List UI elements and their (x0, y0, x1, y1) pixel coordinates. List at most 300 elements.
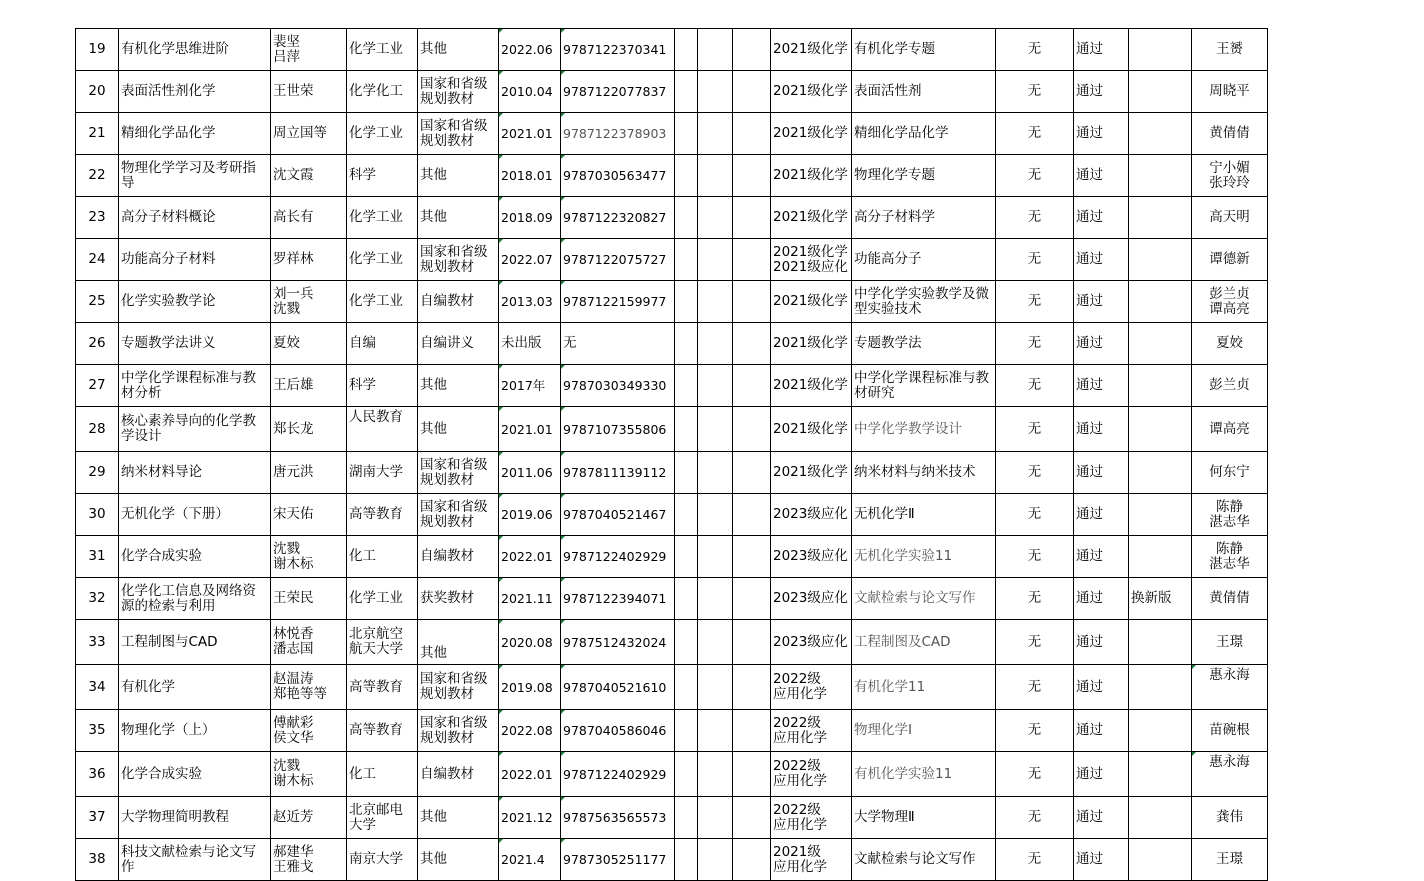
cell-note[interactable] (1129, 494, 1192, 536)
cell-note[interactable]: 换新版 (1129, 578, 1192, 620)
cell-e2[interactable] (698, 452, 733, 494)
cell-e1[interactable] (675, 323, 698, 365)
cell-isbn[interactable]: 9787122159977 (561, 281, 675, 323)
cell-author[interactable]: 高长有 (271, 197, 347, 239)
cell-date[interactable]: 2022.07 (499, 239, 561, 281)
cell-review[interactable]: 通过 (1074, 29, 1129, 71)
cell-title[interactable]: 精细化学品化学 (119, 113, 271, 155)
cell-grade[interactable]: 2021级化学 (771, 197, 852, 239)
cell-sample[interactable]: 无 (996, 665, 1074, 710)
cell-e2[interactable] (698, 29, 733, 71)
cell-publisher[interactable]: 高等教育 (347, 710, 418, 752)
cell-e1[interactable] (675, 620, 698, 665)
cell-no[interactable]: 37 (76, 797, 119, 839)
cell-isbn[interactable]: 9787305251177 (561, 839, 675, 881)
cell-author[interactable]: 赵温涛 郑艳等等 (271, 665, 347, 710)
cell-e2[interactable] (698, 578, 733, 620)
cell-date[interactable]: 2019.08 (499, 665, 561, 710)
cell-note[interactable] (1129, 752, 1192, 797)
cell-author[interactable]: 王荣民 (271, 578, 347, 620)
cell-isbn[interactable]: 9787811139112 (561, 452, 675, 494)
cell-course[interactable]: 中学化学教学设计 (852, 407, 996, 452)
cell-grade[interactable]: 2021级化学 (771, 323, 852, 365)
cell-note[interactable] (1129, 113, 1192, 155)
cell-note[interactable] (1129, 197, 1192, 239)
cell-isbn[interactable]: 9787122394071 (561, 578, 675, 620)
cell-author[interactable]: 周立国等 (271, 113, 347, 155)
cell-title[interactable]: 大学物理简明教程 (119, 797, 271, 839)
cell-teacher[interactable]: 王赟 (1192, 29, 1268, 71)
cell-e2[interactable] (698, 665, 733, 710)
cell-grade[interactable]: 2022级 应用化学 (771, 710, 852, 752)
cell-publisher[interactable]: 高等教育 (347, 494, 418, 536)
cell-publisher[interactable]: 化学工业 (347, 29, 418, 71)
cell-type[interactable]: 其他 (418, 797, 499, 839)
cell-publisher[interactable]: 化学工业 (347, 578, 418, 620)
cell-sample[interactable]: 无 (996, 452, 1074, 494)
cell-date[interactable]: 2022.06 (499, 29, 561, 71)
cell-publisher[interactable]: 化工 (347, 752, 418, 797)
cell-type[interactable]: 其他 (418, 407, 499, 452)
cell-teacher[interactable]: 彭兰贞 谭高亮 (1192, 281, 1268, 323)
cell-isbn[interactable]: 9787122402929 (561, 752, 675, 797)
cell-course[interactable]: 无机化学实验11 (852, 536, 996, 578)
cell-e1[interactable] (675, 452, 698, 494)
cell-grade[interactable]: 2023级应化 (771, 536, 852, 578)
cell-course[interactable]: 文献检索与论文写作 (852, 839, 996, 881)
cell-grade[interactable]: 2023级应化 (771, 620, 852, 665)
cell-review[interactable]: 通过 (1074, 494, 1129, 536)
cell-title[interactable]: 化学合成实验 (119, 536, 271, 578)
cell-grade[interactable]: 2021级化学 (771, 365, 852, 407)
cell-e2[interactable] (698, 752, 733, 797)
cell-e1[interactable] (675, 407, 698, 452)
cell-review[interactable]: 通过 (1074, 155, 1129, 197)
cell-e1[interactable] (675, 155, 698, 197)
cell-no[interactable]: 33 (76, 620, 119, 665)
cell-e3[interactable] (733, 494, 771, 536)
cell-e1[interactable] (675, 494, 698, 536)
cell-note[interactable] (1129, 281, 1192, 323)
cell-date[interactable]: 2011.06 (499, 452, 561, 494)
cell-grade[interactable]: 2021级化学 (771, 155, 852, 197)
cell-sample[interactable]: 无 (996, 578, 1074, 620)
cell-no[interactable]: 36 (76, 752, 119, 797)
cell-date[interactable]: 2021.11 (499, 578, 561, 620)
cell-isbn[interactable]: 无 (561, 323, 675, 365)
cell-type[interactable]: 国家和省级规划教材 (418, 494, 499, 536)
cell-type[interactable]: 国家和省级规划教材 (418, 710, 499, 752)
cell-date[interactable]: 2019.06 (499, 494, 561, 536)
cell-e3[interactable] (733, 197, 771, 239)
cell-no[interactable]: 35 (76, 710, 119, 752)
cell-grade[interactable]: 2022级 应用化学 (771, 797, 852, 839)
cell-title[interactable]: 化学化工信息及网络资源的检索与利用 (119, 578, 271, 620)
cell-date[interactable]: 2018.09 (499, 197, 561, 239)
cell-e2[interactable] (698, 797, 733, 839)
cell-sample[interactable]: 无 (996, 752, 1074, 797)
cell-publisher[interactable]: 化学工业 (347, 197, 418, 239)
cell-note[interactable] (1129, 29, 1192, 71)
cell-note[interactable] (1129, 536, 1192, 578)
cell-grade[interactable]: 2023级应化 (771, 578, 852, 620)
cell-date[interactable]: 2021.01 (499, 113, 561, 155)
cell-e1[interactable] (675, 113, 698, 155)
cell-e3[interactable] (733, 407, 771, 452)
cell-isbn[interactable]: 9787030563477 (561, 155, 675, 197)
cell-no[interactable]: 31 (76, 536, 119, 578)
cell-author[interactable]: 傅献彩 侯文华 (271, 710, 347, 752)
cell-e2[interactable] (698, 197, 733, 239)
cell-title[interactable]: 有机化学 (119, 665, 271, 710)
cell-type[interactable]: 自编教材 (418, 536, 499, 578)
cell-teacher[interactable]: 宁小媚 张玲玲 (1192, 155, 1268, 197)
cell-author[interactable]: 沈戮 谢木标 (271, 536, 347, 578)
cell-e2[interactable] (698, 839, 733, 881)
cell-review[interactable]: 通过 (1074, 665, 1129, 710)
cell-sample[interactable]: 无 (996, 797, 1074, 839)
cell-grade[interactable]: 2021级化学 (771, 281, 852, 323)
cell-grade[interactable]: 2022级 应用化学 (771, 752, 852, 797)
cell-date[interactable]: 2022.08 (499, 710, 561, 752)
cell-review[interactable]: 通过 (1074, 281, 1129, 323)
cell-e2[interactable] (698, 155, 733, 197)
cell-sample[interactable]: 无 (996, 536, 1074, 578)
cell-author[interactable]: 沈戮 谢木标 (271, 752, 347, 797)
cell-no[interactable]: 29 (76, 452, 119, 494)
cell-sample[interactable]: 无 (996, 839, 1074, 881)
cell-note[interactable] (1129, 365, 1192, 407)
cell-no[interactable]: 19 (76, 29, 119, 71)
cell-title[interactable]: 有机化学思维进阶 (119, 29, 271, 71)
cell-teacher[interactable]: 夏姣 (1192, 323, 1268, 365)
cell-author[interactable]: 王后雄 (271, 365, 347, 407)
cell-note[interactable] (1129, 239, 1192, 281)
cell-e1[interactable] (675, 365, 698, 407)
cell-title[interactable]: 物理化学学习及考研指导 (119, 155, 271, 197)
cell-course[interactable]: 精细化学品化学 (852, 113, 996, 155)
cell-sample[interactable]: 无 (996, 281, 1074, 323)
cell-teacher[interactable]: 高天明 (1192, 197, 1268, 239)
cell-title[interactable]: 物理化学（上） (119, 710, 271, 752)
cell-date[interactable]: 2010.04 (499, 71, 561, 113)
cell-sample[interactable]: 无 (996, 710, 1074, 752)
cell-author[interactable]: 唐元洪 (271, 452, 347, 494)
cell-isbn[interactable]: 9787122075727 (561, 239, 675, 281)
cell-teacher[interactable]: 王璟 (1192, 620, 1268, 665)
cell-type[interactable]: 其他 (418, 29, 499, 71)
cell-e3[interactable] (733, 281, 771, 323)
cell-review[interactable]: 通过 (1074, 578, 1129, 620)
cell-author[interactable]: 刘一兵 沈戮 (271, 281, 347, 323)
cell-course[interactable]: 物理化学专题 (852, 155, 996, 197)
cell-author[interactable]: 罗祥林 (271, 239, 347, 281)
cell-e3[interactable] (733, 536, 771, 578)
cell-author[interactable]: 沈文霞 (271, 155, 347, 197)
cell-e1[interactable] (675, 197, 698, 239)
cell-sample[interactable]: 无 (996, 365, 1074, 407)
cell-grade[interactable]: 2021级化学 (771, 113, 852, 155)
cell-teacher[interactable]: 陈静 湛志华 (1192, 494, 1268, 536)
cell-review[interactable]: 通过 (1074, 197, 1129, 239)
cell-no[interactable]: 32 (76, 578, 119, 620)
cell-review[interactable]: 通过 (1074, 536, 1129, 578)
cell-course[interactable]: 功能高分子 (852, 239, 996, 281)
cell-teacher[interactable]: 周晓平 (1192, 71, 1268, 113)
cell-type[interactable]: 国家和省级规划教材 (418, 71, 499, 113)
cell-course[interactable]: 专题教学法 (852, 323, 996, 365)
cell-date[interactable]: 2022.01 (499, 752, 561, 797)
cell-type[interactable]: 自编教材 (418, 752, 499, 797)
cell-sample[interactable]: 无 (996, 197, 1074, 239)
cell-type[interactable]: 自编教材 (418, 281, 499, 323)
cell-title[interactable]: 核心素养导向的化学教学设计 (119, 407, 271, 452)
cell-no[interactable]: 26 (76, 323, 119, 365)
cell-title[interactable]: 工程制图与CAD (119, 620, 271, 665)
cell-isbn[interactable]: 9787107355806 (561, 407, 675, 452)
cell-no[interactable]: 28 (76, 407, 119, 452)
cell-e3[interactable] (733, 665, 771, 710)
cell-type[interactable]: 其他 (418, 197, 499, 239)
cell-publisher[interactable]: 化学工业 (347, 239, 418, 281)
cell-teacher[interactable]: 惠永海 (1192, 665, 1268, 710)
cell-e3[interactable] (733, 155, 771, 197)
cell-review[interactable]: 通过 (1074, 620, 1129, 665)
cell-teacher[interactable]: 苗碗根 (1192, 710, 1268, 752)
cell-review[interactable]: 通过 (1074, 113, 1129, 155)
cell-isbn[interactable]: 9787040586046 (561, 710, 675, 752)
cell-type[interactable]: 自编讲义 (418, 323, 499, 365)
cell-no[interactable]: 23 (76, 197, 119, 239)
cell-e1[interactable] (675, 752, 698, 797)
cell-e3[interactable] (733, 578, 771, 620)
cell-teacher[interactable]: 黄倩倩 (1192, 113, 1268, 155)
cell-title[interactable]: 化学实验教学论 (119, 281, 271, 323)
cell-e2[interactable] (698, 323, 733, 365)
cell-teacher[interactable]: 黄倩倩 (1192, 578, 1268, 620)
cell-type[interactable]: 其他 (418, 839, 499, 881)
cell-e1[interactable] (675, 281, 698, 323)
cell-type[interactable]: 国家和省级规划教材 (418, 452, 499, 494)
cell-isbn[interactable]: 9787030349330 (561, 365, 675, 407)
cell-review[interactable]: 通过 (1074, 407, 1129, 452)
cell-date[interactable]: 2013.03 (499, 281, 561, 323)
cell-review[interactable]: 通过 (1074, 239, 1129, 281)
cell-teacher[interactable]: 何东宁 (1192, 452, 1268, 494)
cell-grade[interactable]: 2021级化学 2021级应化 (771, 239, 852, 281)
cell-title[interactable]: 纳米材料导论 (119, 452, 271, 494)
cell-e2[interactable] (698, 71, 733, 113)
cell-grade[interactable]: 2021级化学 (771, 407, 852, 452)
cell-author[interactable]: 裴坚 吕萍 (271, 29, 347, 71)
cell-course[interactable]: 文献检索与论文写作 (852, 578, 996, 620)
cell-grade[interactable]: 2021级 应用化学 (771, 839, 852, 881)
cell-publisher[interactable]: 北京邮电大学 (347, 797, 418, 839)
cell-e3[interactable] (733, 839, 771, 881)
cell-title[interactable]: 高分子材料概论 (119, 197, 271, 239)
cell-no[interactable]: 27 (76, 365, 119, 407)
cell-note[interactable] (1129, 155, 1192, 197)
cell-author[interactable]: 宋天佑 (271, 494, 347, 536)
cell-e2[interactable] (698, 536, 733, 578)
cell-e3[interactable] (733, 323, 771, 365)
cell-grade[interactable]: 2021级化学 (771, 29, 852, 71)
cell-note[interactable] (1129, 620, 1192, 665)
cell-title[interactable]: 功能高分子材料 (119, 239, 271, 281)
cell-title[interactable]: 中学化学课程标准与教材分析 (119, 365, 271, 407)
cell-course[interactable]: 有机化学专题 (852, 29, 996, 71)
cell-publisher[interactable]: 自编 (347, 323, 418, 365)
cell-note[interactable] (1129, 839, 1192, 881)
cell-isbn[interactable]: 9787512432024 (561, 620, 675, 665)
cell-publisher[interactable]: 化学工业 (347, 281, 418, 323)
cell-e3[interactable] (733, 113, 771, 155)
cell-title[interactable]: 科技文献检索与论文写作 (119, 839, 271, 881)
cell-note[interactable] (1129, 452, 1192, 494)
cell-author[interactable]: 林悦香 潘志国 (271, 620, 347, 665)
cell-publisher[interactable]: 化学化工 (347, 71, 418, 113)
cell-author[interactable]: 王世荣 (271, 71, 347, 113)
cell-course[interactable]: 大学物理Ⅱ (852, 797, 996, 839)
cell-date[interactable]: 2021.4 (499, 839, 561, 881)
cell-sample[interactable]: 无 (996, 71, 1074, 113)
cell-no[interactable]: 24 (76, 239, 119, 281)
cell-type[interactable]: 其他 (418, 365, 499, 407)
cell-isbn[interactable]: 9787040521467 (561, 494, 675, 536)
cell-no[interactable]: 21 (76, 113, 119, 155)
cell-title[interactable]: 表面活性剂化学 (119, 71, 271, 113)
cell-grade[interactable]: 2023级应化 (771, 494, 852, 536)
cell-e3[interactable] (733, 365, 771, 407)
cell-e1[interactable] (675, 29, 698, 71)
cell-e3[interactable] (733, 752, 771, 797)
cell-e2[interactable] (698, 281, 733, 323)
cell-teacher[interactable]: 龚伟 (1192, 797, 1268, 839)
cell-teacher[interactable]: 谭德新 (1192, 239, 1268, 281)
cell-date[interactable]: 2021.01 (499, 407, 561, 452)
cell-sample[interactable]: 无 (996, 620, 1074, 665)
cell-e3[interactable] (733, 239, 771, 281)
cell-date[interactable]: 2018.01 (499, 155, 561, 197)
cell-e1[interactable] (675, 839, 698, 881)
cell-sample[interactable]: 无 (996, 407, 1074, 452)
cell-no[interactable]: 22 (76, 155, 119, 197)
cell-e2[interactable] (698, 365, 733, 407)
cell-teacher[interactable]: 谭高亮 (1192, 407, 1268, 452)
cell-type[interactable]: 国家和省级规划教材 (418, 665, 499, 710)
cell-title[interactable]: 化学合成实验 (119, 752, 271, 797)
cell-course[interactable]: 物理化学I (852, 710, 996, 752)
cell-e3[interactable] (733, 797, 771, 839)
cell-course[interactable]: 高分子材料学 (852, 197, 996, 239)
cell-publisher[interactable]: 南京大学 (347, 839, 418, 881)
cell-no[interactable]: 34 (76, 665, 119, 710)
cell-note[interactable] (1129, 665, 1192, 710)
cell-note[interactable] (1129, 407, 1192, 452)
cell-teacher[interactable]: 王璟 (1192, 839, 1268, 881)
cell-isbn[interactable]: 9787122378903 (561, 113, 675, 155)
cell-author[interactable]: 夏姣 (271, 323, 347, 365)
cell-isbn[interactable]: 9787122370341 (561, 29, 675, 71)
cell-publisher[interactable]: 科学 (347, 155, 418, 197)
cell-e1[interactable] (675, 71, 698, 113)
cell-isbn[interactable]: 9787563565573 (561, 797, 675, 839)
cell-e3[interactable] (733, 29, 771, 71)
cell-title[interactable]: 无机化学（下册） (119, 494, 271, 536)
cell-date[interactable]: 2017年 (499, 365, 561, 407)
cell-review[interactable]: 通过 (1074, 365, 1129, 407)
cell-sample[interactable]: 无 (996, 155, 1074, 197)
cell-review[interactable]: 通过 (1074, 323, 1129, 365)
cell-sample[interactable]: 无 (996, 494, 1074, 536)
cell-no[interactable]: 25 (76, 281, 119, 323)
cell-type[interactable]: 其他 (418, 155, 499, 197)
cell-type[interactable]: 获奖教材 (418, 578, 499, 620)
cell-sample[interactable]: 无 (996, 113, 1074, 155)
cell-date[interactable]: 2020.08 (499, 620, 561, 665)
cell-e3[interactable] (733, 620, 771, 665)
cell-no[interactable]: 30 (76, 494, 119, 536)
cell-course[interactable]: 有机化学实验11 (852, 752, 996, 797)
cell-e3[interactable] (733, 710, 771, 752)
cell-isbn[interactable]: 9787040521610 (561, 665, 675, 710)
cell-e2[interactable] (698, 494, 733, 536)
cell-note[interactable] (1129, 71, 1192, 113)
cell-e2[interactable] (698, 620, 733, 665)
cell-teacher[interactable]: 惠永海 (1192, 752, 1268, 797)
cell-author[interactable]: 郝建华 王雅戈 (271, 839, 347, 881)
cell-type[interactable]: 国家和省级规划教材 (418, 113, 499, 155)
cell-course[interactable]: 有机化学11 (852, 665, 996, 710)
cell-grade[interactable]: 2021级化学 (771, 452, 852, 494)
cell-course[interactable]: 无机化学Ⅱ (852, 494, 996, 536)
cell-review[interactable]: 通过 (1074, 452, 1129, 494)
cell-author[interactable]: 赵近芳 (271, 797, 347, 839)
cell-review[interactable]: 通过 (1074, 710, 1129, 752)
cell-sample[interactable]: 无 (996, 323, 1074, 365)
cell-no[interactable]: 38 (76, 839, 119, 881)
cell-grade[interactable]: 2021级化学 (771, 71, 852, 113)
cell-e3[interactable] (733, 452, 771, 494)
cell-course[interactable]: 中学化学课程标准与教材研究 (852, 365, 996, 407)
cell-review[interactable]: 通过 (1074, 797, 1129, 839)
cell-isbn[interactable]: 9787122077837 (561, 71, 675, 113)
cell-publisher[interactable]: 人民教育 (347, 407, 418, 452)
cell-e1[interactable] (675, 536, 698, 578)
cell-publisher[interactable]: 化工 (347, 536, 418, 578)
cell-sample[interactable]: 无 (996, 239, 1074, 281)
cell-teacher[interactable]: 彭兰贞 (1192, 365, 1268, 407)
cell-e1[interactable] (675, 665, 698, 710)
cell-publisher[interactable]: 湖南大学 (347, 452, 418, 494)
cell-type[interactable]: 其他 (418, 620, 499, 665)
cell-grade[interactable]: 2022级 应用化学 (771, 665, 852, 710)
cell-e2[interactable] (698, 113, 733, 155)
cell-course[interactable]: 工程制图及CAD (852, 620, 996, 665)
cell-date[interactable]: 2022.01 (499, 536, 561, 578)
cell-e1[interactable] (675, 797, 698, 839)
cell-e1[interactable] (675, 239, 698, 281)
cell-e2[interactable] (698, 407, 733, 452)
cell-note[interactable] (1129, 797, 1192, 839)
cell-note[interactable] (1129, 323, 1192, 365)
cell-publisher[interactable]: 科学 (347, 365, 418, 407)
cell-type[interactable]: 国家和省级规划教材 (418, 239, 499, 281)
cell-course[interactable]: 表面活性剂 (852, 71, 996, 113)
cell-no[interactable]: 20 (76, 71, 119, 113)
cell-review[interactable]: 通过 (1074, 752, 1129, 797)
cell-note[interactable] (1129, 710, 1192, 752)
